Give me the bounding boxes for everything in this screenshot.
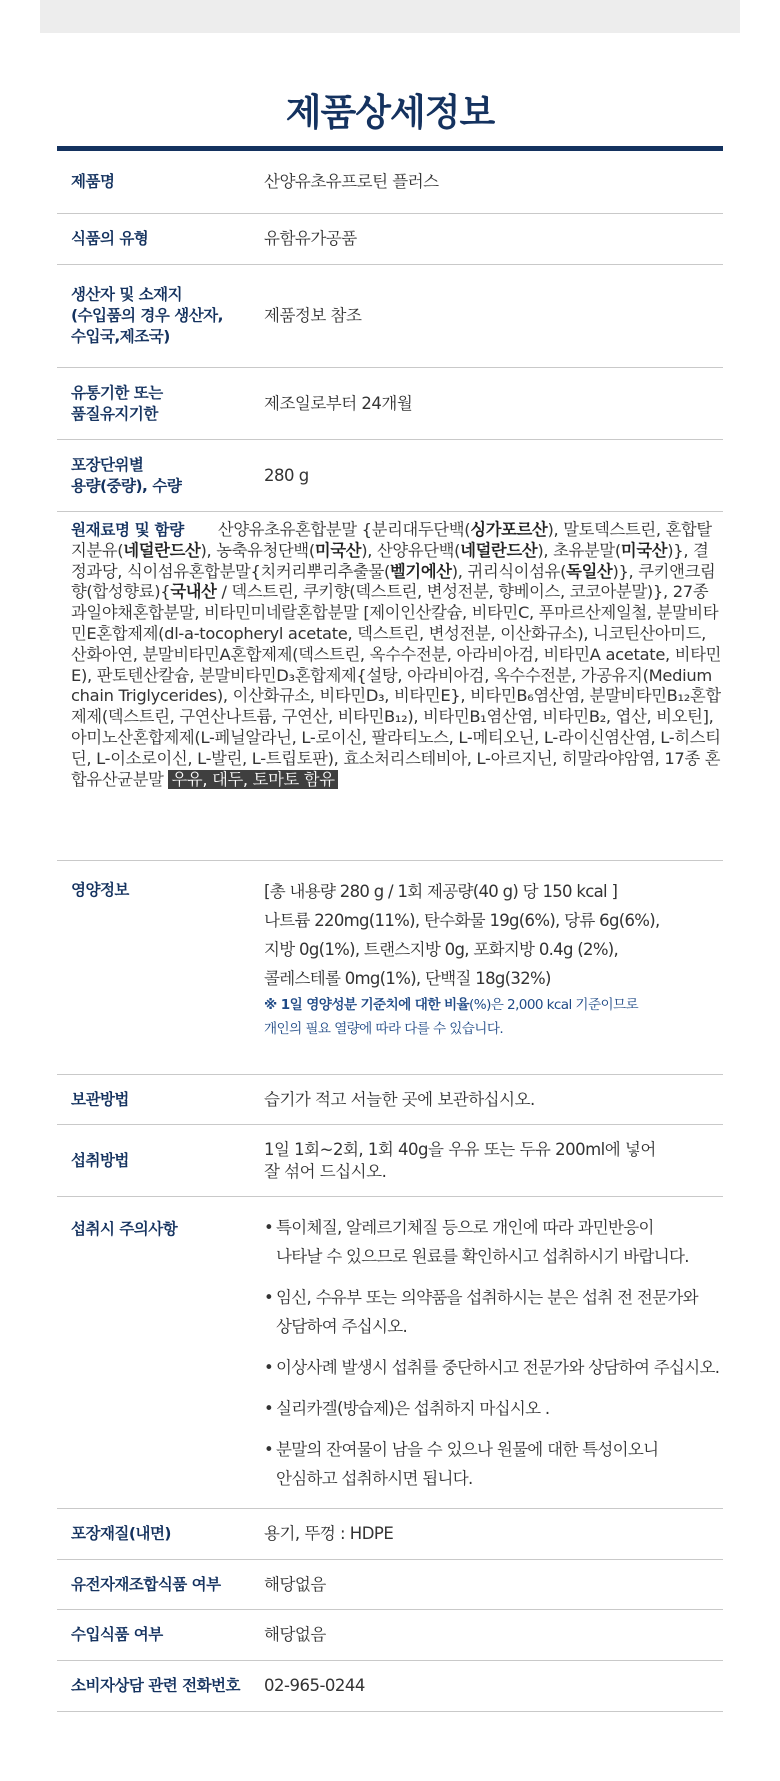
nutrition-info: [총 내용량 280 g / 1회 제공량(40 g) 당 150 kcal ] 나트륨 220mg(11%), 탄수화물 19g(6%), 당류 6g(6%), 지방 0g(1%), 트랜스지방 0g, 포화지방 0.4g (2%), 콜레스테롤 0mg(1%), 단백질 18g(32%) ※ 1일 영양성분 기준치에 대한 비율(%)은 2,000 kcal 기준이므로 개인의 필요 열량에 따라 다를 수 있습니다. <box>264 882 660 1037</box>
value-food-type: 유함유가공품 <box>264 229 357 248</box>
value-storage: 습기가 적고 서늘한 곳에 보관하십시오. <box>264 1089 535 1109</box>
row-capacity <box>57 440 723 512</box>
label-product-name: 제품명 <box>71 172 115 191</box>
label-capacity: 포장단위별 용량(중량), 수량 <box>71 455 182 495</box>
label-gmo: 유전자재조합식품 여부 <box>71 1575 221 1593</box>
label-phone: 소비자상담 관련 전화번호 <box>71 1676 240 1695</box>
caution-item: • 이상사례 발생시 섭취를 중단하시고 전문가와 상담하여 주십시오. <box>264 1353 719 1382</box>
value-expiry: 제조일로부터 24개월 <box>264 393 413 413</box>
label-cautions: 섭취시 주의사항 <box>71 1220 178 1238</box>
label-intake: 섭취방법 <box>71 1151 129 1169</box>
label-expiry: 유통기한 또는 품질유지기한 <box>71 383 163 423</box>
value-imported: 해당없음 <box>264 1625 326 1644</box>
row-food-type <box>57 214 723 265</box>
ingredients-text: 원재료명 및 함량 산양유초유혼합분말 {분리대두단백(싱가포르산), 말토덱스트린, 혼합탈지분유(네덜란드산), 농축유청단백(미국산), 산양유단백(네덜란드산), 초유분말(미국산)}, 결정과당, 식이섬유혼합분말{치커리뿌리추출물(벨기에산), 귀리식이섬유(독일산)}, 쿠키앤크림향(합성향료){국내산 / 덱스트린, 쿠키향(덱스트린, 변성전분, 향베이스, 코코아분말)}, 27종 과일야채혼합분말, 비타민미네랄혼합분말 [제이인산칼슘, 비타민C, 푸마르산제일철, 분말비타민E혼합제제(dl-a-tocopheryl acetate, 덱스트린, 변성전분, 이산화규소), 니코틴산아미드, 산화아연, 분말비타민A혼합제제(덱스트린, 옥수수전분, 아라비아검, 비타민A acetate, 비타민E), 판토텐산칼슘, 분말비타민D₃혼합제제{설탕, 아라비아검, 옥수수전분, 가공유지(Medium chain Triglycerides), 이산화규소, 비타민D₃, 비타민E}, 비타민B₆염산염, 분말비타민B₁₂혼합제제(덱스트린, 구연산나트륨, 구연산, 비타민B₁₂), 비타민B₁염산염, 비타민B₂, 엽산, 비오틴], 아미노산혼합제제(L-페닐알라닌, L-로이신, 팔라티노스, L-메티오닌, L-라이신염산염, L-히스티딘, L-이소로이신, L-발린, L-트립토판), 효소처리스테비아, L-아르지닌, 히말라야암염, 17종 혼합유산균분말 우유, 대두, 토마토 함유 <box>71 520 722 789</box>
row-phone <box>57 1661 723 1712</box>
caution-item: • 분말의 잔여물이 남을 수 있으나 원물에 대한 특성이오니 안심하고 섭취하시면 됩니다. <box>264 1435 719 1493</box>
caution-item: • 임신, 수유부 또는 의약품을 섭취하시는 분은 섭취 전 전문가와 상담하여 주십시오. <box>264 1283 719 1341</box>
value-producer: 제품정보 참조 <box>264 306 362 325</box>
row-expiry <box>57 368 723 440</box>
row-packaging <box>57 1509 723 1560</box>
value-intake: 1일 1회~2회, 1회 40g을 우유 또는 두유 200ml에 넣어 잘 섞어 드십시오. <box>264 1139 656 1181</box>
value-gmo: 해당없음 <box>264 1574 326 1594</box>
row-producer <box>57 265 723 368</box>
value-product-name: 산양유초유프로틴 플러스 <box>264 172 439 191</box>
product-info-table <box>57 151 723 1712</box>
allergen-badge: 우유, 대두, 토마토 함유 <box>168 770 337 789</box>
value-phone: 02-965-0244 <box>264 1676 365 1695</box>
label-food-type: 식품의 유형 <box>71 229 149 248</box>
row-intake <box>57 1125 723 1197</box>
cautions-list <box>264 1213 719 1505</box>
top-banner <box>40 0 740 33</box>
nutrition-note: ※ 1일 영양성분 기준치에 대한 비율(%)은 2,000 kcal 기준이므로 <box>264 997 639 1013</box>
page-title: 제품상세정보 <box>285 91 495 134</box>
label-storage: 보관방법 <box>71 1090 129 1108</box>
row-gmo <box>57 1560 723 1610</box>
value-packaging: 용기, 뚜껑 : HDPE <box>264 1524 394 1543</box>
value-capacity: 280 g <box>264 465 309 485</box>
label-ingredients: 원재료명 및 함량 <box>71 521 184 539</box>
row-product-name <box>57 151 723 214</box>
row-cautions <box>57 1197 723 1509</box>
caution-item: • 특이체질, 알레르기체질 등으로 개인에 따라 과민반응이 나타날 수 있으므로 원료를 확인하시고 섭취하시기 바랍니다. <box>264 1213 719 1271</box>
row-nutrition <box>57 861 723 1075</box>
label-packaging: 포장재질(내면) <box>71 1524 172 1543</box>
label-producer: 생산자 및 소재지 (수입품의 경우 생산자, 수입국,제조국) <box>71 285 224 346</box>
label-imported: 수입식품 여부 <box>71 1625 163 1644</box>
row-imported <box>57 1610 723 1661</box>
caution-item: • 실리카겔(방습제)은 섭취하지 마십시오 . <box>264 1394 719 1423</box>
row-storage <box>57 1075 723 1125</box>
label-nutrition: 영양정보 <box>71 881 129 899</box>
row-ingredients <box>57 512 723 861</box>
